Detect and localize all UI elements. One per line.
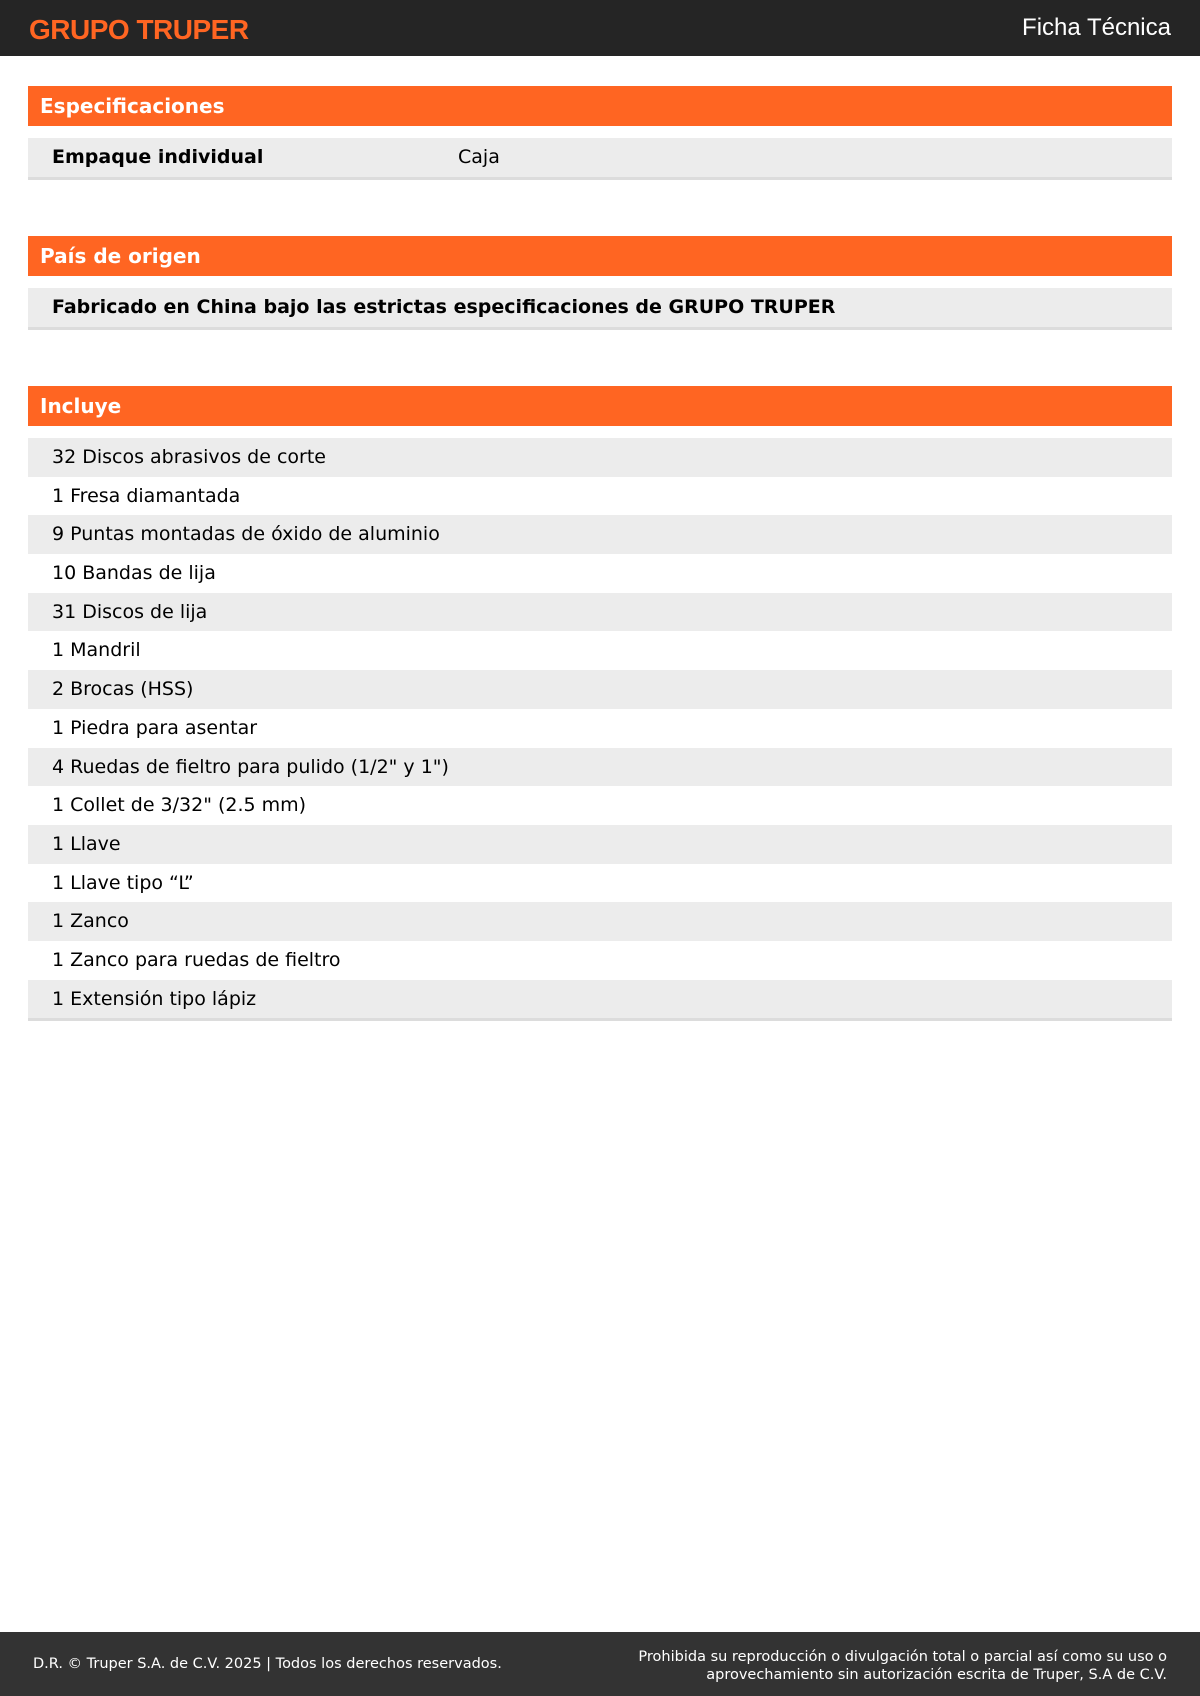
list-item: 1 Mandril (52, 639, 141, 662)
includes-list (28, 438, 1172, 1021)
includes-section (28, 386, 1172, 1021)
list-item: 9 Puntas montadas de óxido de aluminio (28, 515, 1172, 554)
list-item: 1 Fresa diamantada (52, 484, 241, 507)
list-item: 10 Bandas de lija (52, 562, 216, 585)
footer-bar (0, 1632, 1200, 1696)
list-item: 1 Extensión tipo lápiz (28, 980, 1172, 1019)
footer-copyright: D.R. © Truper S.A. de C.V. 2025 | Todos los derechos reservados. (33, 1656, 502, 1672)
header-bar (0, 0, 1200, 56)
includes-heading: Incluye (28, 386, 1172, 426)
list-item: 1 Llave (28, 825, 1172, 864)
list-item: 31 Discos de lija (28, 593, 1172, 632)
origin-heading: País de origen (28, 236, 1172, 276)
document-title: Ficha Técnica (1022, 14, 1171, 41)
list-item: 2 Brocas (HSS) (28, 670, 1172, 709)
list-item: 32 Discos abrasivos de corte (28, 438, 1172, 477)
footer-notice-line: Prohibida su reproducción o divulgación total o parcial así como su uso o (638, 1649, 1167, 1665)
list-item: 1 Collet de 3/32" (2.5 mm) (52, 794, 307, 817)
list-item: 1 Zanco para ruedas de fieltro (52, 948, 341, 971)
list-item: 1 Zanco (28, 902, 1172, 941)
origin-text: Fabricado en China bajo las estrictas especificaciones de GRUPO TRUPER (28, 288, 1172, 330)
specs-section (28, 86, 1172, 180)
brand-logo: GRUPO TRUPER (29, 14, 249, 45)
specs-heading: Especificaciones (28, 86, 1172, 126)
spec-value: Caja (458, 146, 500, 168)
footer-notice-line: aprovechamiento sin autorización escrita de Truper, S.A de C.V. (706, 1667, 1167, 1683)
spec-row (28, 138, 1172, 180)
list-item: 1 Llave tipo “L” (52, 871, 194, 894)
origin-section (28, 236, 1172, 330)
list-item: 1 Piedra para asentar (52, 716, 258, 739)
footer-notice (627, 1648, 1167, 1684)
list-item: 4 Ruedas de fieltro para pulido (1/2" y 1") (28, 748, 1172, 787)
spec-label: Empaque individual (52, 146, 264, 168)
